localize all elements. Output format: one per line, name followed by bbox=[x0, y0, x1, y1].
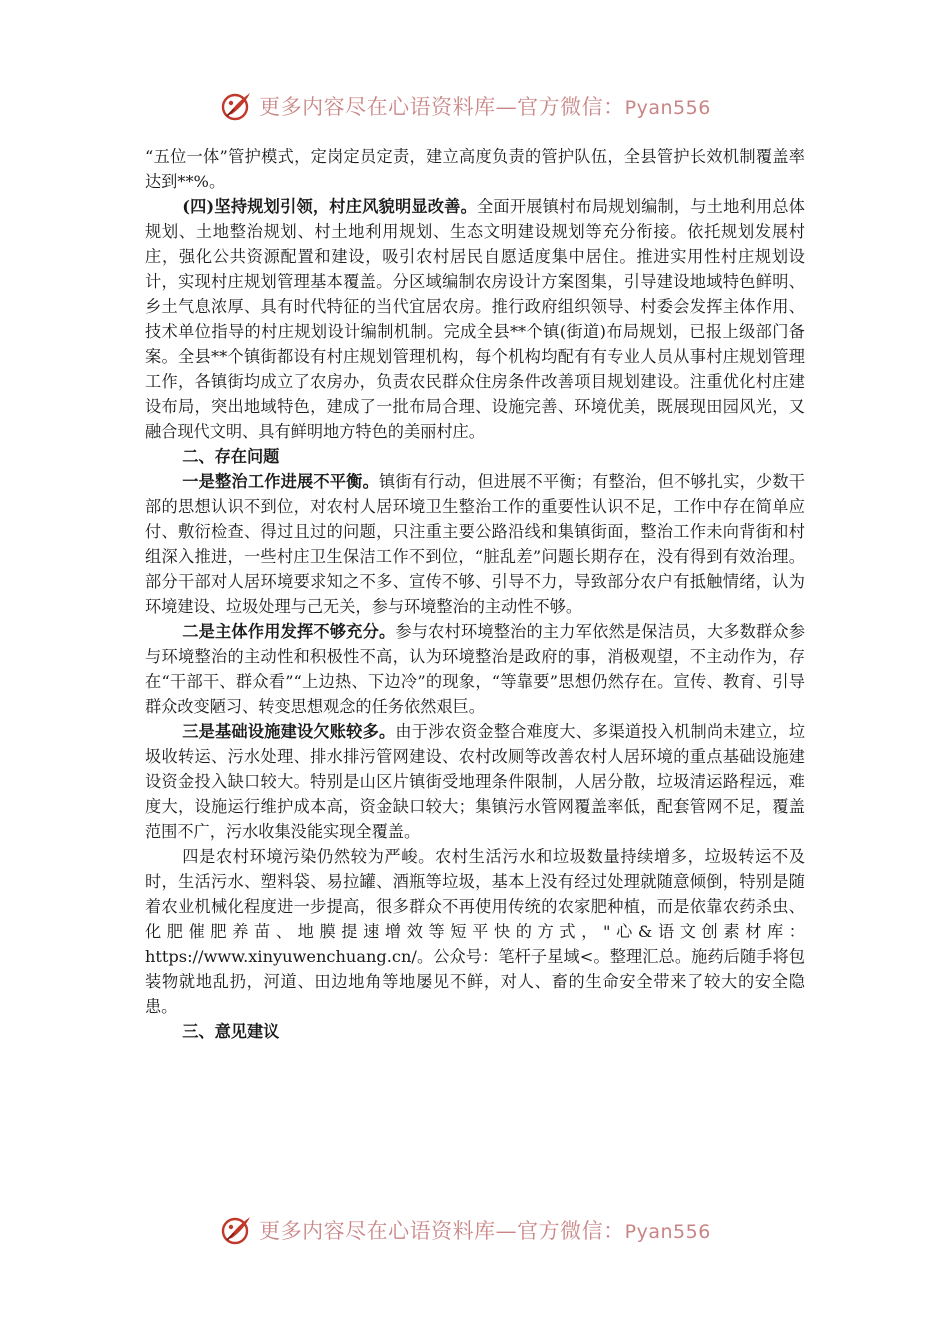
wechat-account: Pyan556 bbox=[624, 97, 711, 119]
paragraph-planning: (四)坚持规划引领，村庄风貌明显改善。全面开展镇村布局规划编制，与土地利用总体规划、土地整治规划、村土地利用规划、生态文明建设规划等充分衔接。依托规划发展村庄，强化公共资源配置和建设，吸引农村居民自愿适度集中居住。推进实用性村庄规划设计，实现村庄规划管理基本覆盖。分区域编制农房设计方案图集，引导建设地域特色鲜明、乡土气息浓厚、具有时代特征的当代宜居农房。推行政府组织领导、村委会发挥主体作用、技术单位指导的村庄规划设计编制机制。完成全县**个镇(街道)布局规划，已报上级部门备案。全县**个镇街都设有村庄规划管理机构，每个机构均配有有专业人员从事村庄规划管理工作，各镇街均成立了农房办，负责农民群众住房条件改善项目规划建设。注重优化村庄建设布局，突出地域特色，建成了一批布局合理、设施完善、环境优美，既展现田园风光，又融合现代文明、具有鲜明地方特色的美丽村庄。 bbox=[145, 197, 805, 441]
section-heading-suggestions: 三、意见建议 bbox=[182, 1022, 280, 1041]
paragraph-lead: (四)坚持规划引领，村庄风貌明显改善。 bbox=[182, 197, 477, 216]
paragraph-lead: 三是基础设施建设欠账较多。 bbox=[182, 722, 396, 741]
quill-logo-icon bbox=[219, 1212, 255, 1248]
paragraph-problem-1: 一是整治工作进展不平衡。镇街有行动，但进展不平衡；有整治，但不够扎实，少数干部的思想认识不到位，对农村人居环境卫生整治工作的重要性认识不足，工作中存在简单应付、敷衍检查、得过且过的问题，只注重主要公路沿线和集镇街面，整治工作未向背街和村组深入推进，一些村庄卫生保洁工作不到位，“脏乱差”问题长期存在，没有得到有效治理。部分干部对人居环境要求知之不多、宣传不够、引导不力，导致部分农户有抵触情绪，认为环境建设、垃圾处理与己无关，参与环境整治的主动性不够。 bbox=[145, 472, 806, 616]
watermark-text: 更多内容尽在心语资料库—官方微信：Pyan556 bbox=[259, 95, 711, 119]
section-heading-problems: 二、存在问题 bbox=[182, 447, 280, 466]
footer-watermark-banner bbox=[0, 1210, 950, 1250]
watermark-text: 更多内容尽在心语资料库—官方微信：Pyan556 bbox=[259, 1219, 711, 1243]
wechat-account: Pyan556 bbox=[624, 1221, 711, 1243]
quill-logo-icon bbox=[219, 88, 255, 124]
paragraph-continuation: “五位一体”管护模式，定岗定员定责，建立高度负责的管护队伍，全县管护长效机制覆盖率达到**%。 bbox=[145, 147, 805, 191]
paragraph-problem-4: 四是农村环境污染仍然较为严峻。农村生活污水和垃圾数量持续增多，垃圾转运不及时，生活污水、塑料袋、易拉罐、酒瓶等垃圾，基本上没有经过处理就随意倾倒，特别是随着农业机械化程度进一步提高，很多群众不再使用传统的农家肥种植，而是依靠农药杀虫、化肥催肥养苗、地膜提速增效等短平快的方式，"心&语文创素材库：https://www.xinyuwenchuang.cn/。公众号：笔杆子星域<。整理汇总。施药后随手将包装物就地乱扔，河道、田边地角等地屡见不鲜，对人、畜的生命安全带来了较大的安全隐患。 bbox=[145, 847, 805, 1016]
paragraph-lead: 二是主体作用发挥不够充分。 bbox=[182, 622, 396, 641]
paragraph-lead: 一是整治工作进展不平衡。 bbox=[182, 472, 379, 491]
paragraph-problem-3: 三是基础设施建设欠账较多。由于涉农资金整合难度大、多渠道投入机制尚未建立，垃圾收转运、污水处理、排水排污管网建设、农村改厕等改善农村人居环境的重点基础设施建设资金投入缺口较大。特别是山区片镇街受地理条件限制，人居分散，垃圾清运路程远，难度大，设施运行维护成本高，资金缺口较大；集镇污水管网覆盖率低，配套管网不足，覆盖范围不广，污水收集没能实现全覆盖。 bbox=[145, 722, 806, 841]
document-body bbox=[145, 144, 805, 1044]
paragraph-problem-2: 二是主体作用发挥不够充分。参与农村环境整治的主力军依然是保洁员，大多数群众参与环境整治的主动性和积极性不高，认为环境整治是政府的事，消极观望，不主动作为，存在“干部干、群众看”“上边热、下边冷”的现象，“等靠要”思想仍然存在。宣传、教育、引导群众改变陋习、转变思想观念的任务依然艰巨。 bbox=[145, 622, 806, 716]
header-watermark-banner bbox=[0, 86, 950, 126]
